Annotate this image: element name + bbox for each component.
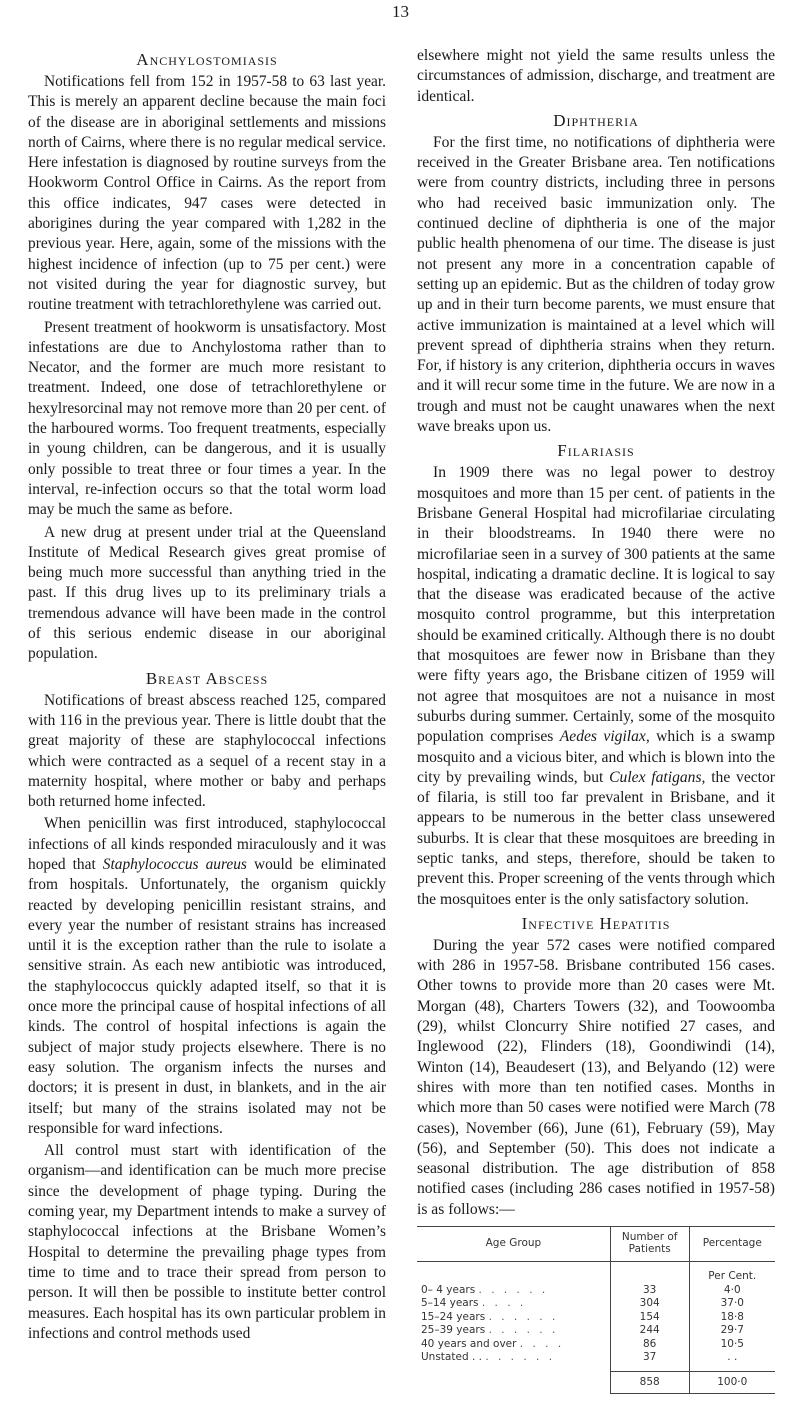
patient-count: 86	[610, 1338, 689, 1352]
age-group: 5–14 years	[421, 1297, 479, 1310]
column-header: Age Group	[417, 1227, 610, 1262]
species-name: Culex fatigans,	[609, 768, 706, 786]
paragraph: Notifications of breast abscess reached 125, compared with 116 in the previous year. There is little doubt that the great majority of these are staphylococcal infections which were contracted as a sequel of a recent stay in a maternity hospital, where mother or baby and perhaps both returned home infected.	[28, 691, 386, 811]
heading-breast-abscess: Breast Abscess	[145, 668, 269, 688]
table-row	[417, 1311, 775, 1325]
leader-dots: . . . . . .	[488, 1324, 559, 1337]
total-count: 858	[610, 1371, 689, 1394]
patient-count: 304	[610, 1297, 689, 1311]
continuation-paragraph: elsewhere might not yield the same results unless the circumstances of admission, discharge, and treatment are identical.	[417, 47, 775, 105]
table-row	[417, 1297, 775, 1311]
text-run: In 1909 there was no legal power to destroy mosquitoes and more than 15 per cent. of patients in the Brisbane General Hospital had microfilariae circulating in their bloodstreams. In 1940 there were no microfilariae seen in a survey of 300 patients at the same hospital, indicating a dramatic decline. It is logical to say that the disease was eradicated because of the active mosquito control programme, but this interpretation should be examined critically. Although there is no doubt that mosquitoes are fewer now in Brisbane than they were fifty years ago, the Brisbane citizen of 1959 will not agree that mosquitoes are not a nuisance in most suburbs during summer. Certainly, some of the mosquito population comprises	[417, 464, 775, 746]
paragraph	[417, 463, 775, 910]
paragraph: Notifications fell from 152 in 1957-58 to 63 last year. This is merely an apparent decline because the main foci of the disease are in aboriginal settlements and missions north of Cairns, where there is no regular medical service. Here infestation is diagnosed by routine surveys from the Hookworm Control Office in Cairns. As the report from this office indicates, 947 cases were detected in aborigines during the year compared with 1,282 in the previous year. Here, again, some of the missions with the highest incidence of infection (up to 75 per cent.) were not visited during the year for diagnostic survey, but routine treatment with tetrachlorethylene was carried out.	[28, 73, 386, 314]
column-header: Number of Patients	[610, 1227, 689, 1262]
leader-dots: . . . . . .	[478, 1283, 549, 1296]
percentage: 37·0	[689, 1297, 775, 1311]
species-name: Aedes vigilax,	[559, 728, 650, 746]
unit-label: Per Cent.	[689, 1262, 775, 1284]
leader-dots: . . . . . .	[488, 1310, 559, 1323]
paragraph: All control must start with identification of the organism—and identification can be much more precise since the development of phage typing. During the coming year, my Department intends to make a survey of staphylococcal infections at the Brisbane Women’s Hospital to determine the prevailing phage types from time to time and to trace their spread from person to person. It will then be possible to institute better control measures. Each hospital has its own particular problem in infections and control methods used	[28, 1142, 386, 1342]
percentage: 18·8	[689, 1311, 775, 1325]
leader-dots: . . . . . .	[485, 1351, 556, 1364]
table-row	[417, 1338, 775, 1352]
paragraph: A new drug at present under trial at the Queensland Institute of Medical Research gives great promise of being much more successful than anything tried in the past. If this drug lives up to its preliminary trials a tremendous advance will have been made in the control of this serious endemic disease in our aboriginal population.	[28, 523, 386, 663]
table-row	[417, 1324, 775, 1338]
paragraph: Present treatment of hookworm is unsatisfactory. Most infestations are due to Anchylostoma rather than to Necator, and the former are much more resistant to treatment. Indeed, one dose of tetrachlorethylene or hexylresorcinal may not remove more than 20 per cent. of the harboured worms. Too frequent treatments, especially in young children, can be dangerous, and it is usually only possible to treat three or four times a year. In the interval, re-infection occurs so that the total worm load may be much the same as before.	[28, 318, 386, 519]
total-percentage: 100·0	[689, 1371, 775, 1394]
leader-dots: . . . .	[481, 1297, 527, 1310]
age-group: 15–24 years	[421, 1310, 486, 1323]
text-run: which is a swamp mosquito and a vicious biter, and which is blown into the city by prevailing winds, but	[417, 728, 776, 786]
age-group: 25–39 years	[421, 1324, 486, 1337]
table-row	[417, 1351, 775, 1371]
column-header: Percentage	[689, 1227, 775, 1262]
patient-count: 244	[610, 1324, 689, 1338]
percentage: 10·5	[689, 1338, 775, 1352]
page-number: 13	[392, 2, 409, 21]
heading-infective-hepatitis: Infective Hepatitis	[521, 913, 671, 933]
text-run: the vector of filaria, is still too far prevalent in Brisbane, and it appears to be numerous in the better class unsewered suburbs. It is clear that these mosquitoes are breeding in septic tanks, and steps, therefore, should be taken to prevent this. Proper screening of the vents through which the mosquitoes enter is the only satisfactory solution.	[417, 768, 775, 908]
heading-filariasis: Filariasis	[557, 441, 635, 461]
right-column	[417, 46, 775, 1394]
paragraph: During the year 572 cases were notified compared with 286 in 1957-58. Brisbane contributed 156 cases. Other towns to provide more than 20 cases were Mt. Morgan (48), Charters Towers (32), and Toowoomba (29), whilst Cloncurry Shire notified 27 cases, and Inglewood (22), Flinders (18), Goondiwindi (14), Winton (14), Beaudesert (13), and Belyando (12) were shires with more than ten notified cases. Months in which more than 50 cases were notified were March (78 cases), November (66), June (61), February (59), May (56), and September (50). This does not indicate a seasonal distribution. The age distribution of 858 notified cases (including 286 cases notified in 1957-58) is as follows:—	[417, 936, 775, 1218]
text-run: When penicillin was first introduced, staphylococcal infections of all kinds responded miraculously and it was hoped that	[28, 815, 386, 873]
heading-diphtheria: Diphtheria	[553, 110, 639, 130]
unit-row	[417, 1262, 775, 1284]
percentage: . .	[689, 1351, 775, 1371]
paragraph: For the first time, no notifications of diphtheria were received in the Greater Brisbane area. Ten notifications were from country districts, including three in persons who had received basic immunization only. The continued decline of diphtheria is one of the major public health phenomena of our time. The disease is just not present any more in a concentration capable of setting up an epidemic. But as the children of today grow up and in their turn become parents, we must ensure that active immunization is maintained at a level which will prevent spread of diphtheria strains when they return. For, if history is any criterion, diphtheria occurs in waves and it will recur some time in the future. We are now in a trough and must not be caught unawares when the next wave breaks upon us.	[417, 133, 775, 436]
age-group: 40 years and over	[421, 1337, 517, 1350]
species-name: Staphylococcus aureus	[102, 855, 247, 873]
table-header-row	[417, 1227, 775, 1262]
leader-dots: . . . .	[519, 1337, 565, 1350]
table-row	[417, 1284, 775, 1298]
heading-anchylostomiasis: Anchylostomiasis	[136, 50, 278, 69]
text-run: would be eliminated from hospitals. Unfortunately, the organism quickly reacted by developing penicillin resistant strains, and every year the number of resistant strains has increased until it is the exception rather than the rule to isolate a sensitive strain. As each new antibiotic was introduced, the staphylococcus quickly adapted itself, so that it is once more the principal cause of hospital infections of all kinds. The control of hospital infections is again the subject of major study projects elsewhere. There is no easy solution. The organism infects the nurses and doctors; it is present in dust, in blankets, and in the air itself; but many of the strains isolated may not be responsible for ward infections.	[28, 855, 387, 1137]
age-distribution-table	[417, 1226, 775, 1394]
patient-count: 33	[610, 1284, 689, 1298]
percentage: 29·7	[689, 1324, 775, 1338]
patient-count: 37	[610, 1351, 689, 1371]
left-column	[28, 46, 386, 1344]
patient-count: 154	[610, 1311, 689, 1325]
paragraph	[28, 814, 386, 1139]
total-row	[417, 1371, 775, 1394]
age-group: 0– 4 years	[421, 1283, 476, 1296]
age-group: Unstated . .	[421, 1351, 482, 1364]
percentage: 4·0	[689, 1284, 775, 1298]
